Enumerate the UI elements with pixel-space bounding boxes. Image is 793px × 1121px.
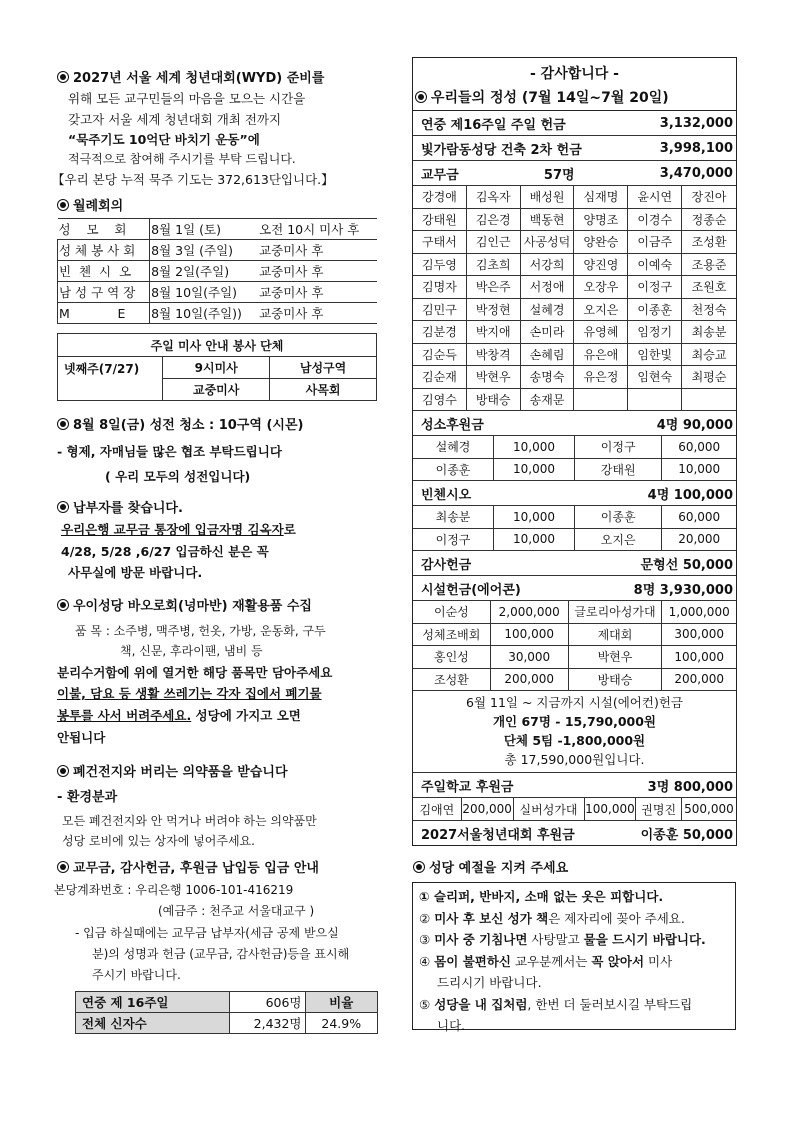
dues-donor-name: 김순재 xyxy=(413,366,467,389)
etiquette-item: ① 슬리퍼, 반바지, 소매 없는 옷은 피합니다. xyxy=(419,889,664,904)
stats-value: 2,432명 xyxy=(230,1013,306,1034)
aircon-detail-row xyxy=(413,601,736,624)
donor-name: 최송분 xyxy=(413,506,494,528)
monthly-cell: 오전 10시 미사 후 xyxy=(258,219,377,240)
donor-name: 이종훈 xyxy=(575,506,662,528)
dues-donor-name: 유영혜 xyxy=(574,321,628,344)
monthly-title xyxy=(57,195,123,214)
dues-donor-name: 양완승 xyxy=(574,231,628,254)
aircon-detail-row xyxy=(413,624,736,647)
payer-title xyxy=(57,497,183,516)
dues-donor-name: 방태승 xyxy=(467,389,521,412)
dues-donor-name: 조원호 xyxy=(682,276,736,299)
bullet-icon xyxy=(57,418,69,430)
dues-donor-name: 김옥자 xyxy=(467,186,521,209)
row-label: 연중 제16주일 주일 헌금 xyxy=(421,117,566,133)
donor-name: 성체조배회 xyxy=(413,624,491,646)
aircon-detail-row xyxy=(413,669,736,692)
stats-label: 비율 xyxy=(305,992,377,1013)
dues-donor-name: 송명숙 xyxy=(521,366,575,389)
recycle-line: 분리수거함에 위에 열거한 해당 품목만 담아주세요 xyxy=(57,665,333,680)
donor-name: 홍인성 xyxy=(413,646,491,668)
monthly-cell: 8월 3일 (주일) xyxy=(150,240,258,261)
donor-amount: 20,000 xyxy=(678,532,721,547)
row-amount: 3명 800,000 xyxy=(647,779,733,795)
dues-donor-name xyxy=(628,389,682,412)
donor-amount: 200,000 xyxy=(491,669,569,691)
item-emph: 몸이 불편하신 xyxy=(434,953,511,969)
etiquette-title xyxy=(413,857,568,876)
payer-line: 사무실에 방문 바랍니다. xyxy=(68,565,203,580)
recycle-title xyxy=(57,595,312,614)
donor-name: 박현우 xyxy=(569,646,663,668)
dues-donor-name: 정종순 xyxy=(682,209,736,232)
dues-donor-name: 이금주 xyxy=(628,231,682,254)
dues-donor-name: 손혜림 xyxy=(521,344,575,367)
dues-donor-name: 김순득 xyxy=(413,344,467,367)
deposit-title xyxy=(57,857,319,876)
monthly-title-text: 월례회의 xyxy=(73,199,124,214)
wyd-line: 갖고자 서울 세계 청년대회 개최 전까지 xyxy=(68,112,282,127)
dues-donor-name: 박창격 xyxy=(467,344,521,367)
vocation-detail-row xyxy=(413,436,736,459)
donor-amount: 500,000 xyxy=(684,802,734,816)
item-emph: 꼭 앉아서 xyxy=(591,953,645,969)
vincent-detail-row xyxy=(413,506,736,529)
dues-donor-name: 김명자 xyxy=(413,276,467,299)
donor-name: 김애연 xyxy=(413,798,462,820)
battery-line: 성당 로비에 있는 상자에 넣어주세요. xyxy=(62,834,255,848)
battery-title-text: 폐건전지와 버리는 의약품을 받습니다 xyxy=(73,765,288,780)
item-text: 은 제자리에 꽂아 주세요. xyxy=(548,910,685,926)
row-amount: 3,132,000 xyxy=(659,115,733,131)
etiquette-item xyxy=(419,951,735,973)
recycle-line: 품 목 : 소주병, 맥주병, 헌옷, 가방, 운동화, 구두 xyxy=(75,624,326,638)
bullet-icon xyxy=(57,861,69,873)
aircon-summary-line: 6월 11일 ~ 지금까지 시설(에어컨)헌금 xyxy=(466,695,683,710)
item-num: ② xyxy=(419,910,435,926)
item-emph: 물을 드시기 바랍니다. xyxy=(583,932,706,947)
service-cell: 남성구역 xyxy=(270,357,377,379)
item-text: , 한번 더 둘러보시길 부탁드립 xyxy=(527,996,693,1012)
etiquette-title-text: 성당 예절을 지켜 주세요 xyxy=(429,861,569,876)
wyd-line: 적극적으로 참여해 주시기를 부탁 드립니다. xyxy=(68,152,296,166)
aircon-summary-line: 개인 67명 - 15,790,000원 xyxy=(492,714,657,729)
dues-donor-name: 조성환 xyxy=(682,231,736,254)
row-count: 57명 xyxy=(543,167,575,183)
monthly-cell: 교중미사 후 xyxy=(258,303,377,324)
dues-donor-name: 박은주 xyxy=(467,276,521,299)
donor-amount: 10,000 xyxy=(494,459,575,481)
dues-donor-name: 박지애 xyxy=(467,321,521,344)
donor-amount: 100,000 xyxy=(585,798,637,820)
donor-name: 방태승 xyxy=(569,669,663,691)
sunday-offering-row xyxy=(413,111,736,136)
clean-title xyxy=(57,414,303,433)
wyd-support-row xyxy=(413,821,736,845)
item-num: ⑤ xyxy=(419,996,435,1012)
payer-title-text: 납부자를 찾습니다. xyxy=(73,501,183,516)
row-amount: 3,998,100 xyxy=(659,140,733,156)
aircon-summary-line: 단체 5팀 -1,800,000원 xyxy=(503,733,646,748)
donor-amount: 10,000 xyxy=(494,506,575,528)
wyd-line: 위해 모든 교구민들의 마음을 모으는 시간을 xyxy=(68,91,306,106)
dues-donor-name: 서강희 xyxy=(521,254,575,277)
donor-name: 권명진 xyxy=(636,798,682,820)
donor-name: 강태원 xyxy=(575,459,662,481)
thanks-panel xyxy=(412,57,737,846)
dues-donor-name: 구태서 xyxy=(413,231,467,254)
donor-amount: 60,000 xyxy=(678,509,721,524)
wyd-title-text: 2027년 서울 세계 청년대회(WYD) 준비를 xyxy=(73,71,325,86)
dues-donor-name: 김분경 xyxy=(413,321,467,344)
recycle-line-underlined: 봉투를 사서 버려주세요. xyxy=(57,708,192,723)
etiquette-item-cont: 드리시기 바랍니다. xyxy=(437,975,542,990)
row-label: 감사헌금 xyxy=(421,557,472,573)
deposit-line: - 입금 하실때에는 교무금 납부자(세금 공제 받으실 xyxy=(75,926,339,940)
donor-name: 오지은 xyxy=(575,529,662,551)
dues-donor-name: 백동현 xyxy=(521,209,575,232)
clean-line: - 형제, 자매님들 많은 협조 부탁드립니다 xyxy=(57,444,282,459)
dues-donor-name: 배성원 xyxy=(521,186,575,209)
recycle-line: 안됩니다 xyxy=(57,730,106,745)
donor-amount: 200,000 xyxy=(462,798,514,820)
dues-donor-name: 박정현 xyxy=(467,299,521,322)
dues-donor-name: 이경수 xyxy=(628,209,682,232)
building-offering-row xyxy=(413,136,736,161)
monthly-cell: 8월 10일(주일) xyxy=(150,282,258,303)
monthly-cell: 8월 2일(주일) xyxy=(150,261,258,282)
donor-amount: 10,000 xyxy=(678,462,721,477)
payer-account: 우리은행 교무금 통장에 입금자명 김옥자 xyxy=(61,522,284,537)
row-amount: 4명 90,000 xyxy=(656,417,733,433)
stats-label: 전체 신자수 xyxy=(76,1013,230,1034)
dues-donor-name: 양진영 xyxy=(574,254,628,277)
stats-value: 24.9% xyxy=(305,1013,377,1034)
dues-donor-name: 유은정 xyxy=(574,366,628,389)
thanks-subtitle xyxy=(413,83,736,111)
monthly-cell: 교중미사 후 xyxy=(258,240,377,261)
row-amount: 3,470,000 xyxy=(659,165,733,181)
dues-donor-name: 유은애 xyxy=(574,344,628,367)
aircon-row xyxy=(413,576,736,601)
service-cell: 교중미사 xyxy=(163,379,270,401)
dues-donor-name: 박현우 xyxy=(467,366,521,389)
item-num: ④ xyxy=(419,953,435,969)
item-emph: 성당을 내 집처럼 xyxy=(434,996,528,1012)
donor-amount: 2,000,000 xyxy=(491,601,569,623)
donor-amount: 10,000 xyxy=(494,436,575,458)
dues-donor-name xyxy=(682,389,736,412)
dues-donor-name: 임정기 xyxy=(628,321,682,344)
dues-donor-name: 손미라 xyxy=(521,321,575,344)
dues-donor-name: 강경애 xyxy=(413,186,467,209)
monthly-cell: 8월 1일 (토) xyxy=(150,219,258,240)
row-label: 교무금 xyxy=(421,167,459,183)
aircon-detail-row xyxy=(413,646,736,669)
dues-donor-name: 송재문 xyxy=(521,389,575,412)
dues-donor-name: 천정숙 xyxy=(682,299,736,322)
monthly-cell: 교중미사 후 xyxy=(258,261,377,282)
dues-donor-name: 최승교 xyxy=(682,344,736,367)
dues-donor-name: 최평순 xyxy=(682,366,736,389)
etiquette-item xyxy=(419,994,735,1016)
dues-donor-name: 김은경 xyxy=(467,209,521,232)
deposit-line: (예금주 : 천주교 서울대교구 ) xyxy=(158,904,315,918)
battery-line: 모든 폐건전지와 안 먹거나 버려야 하는 의약품만 xyxy=(62,814,317,828)
deposit-line: 본당계좌번호 : 우리은행 1006-101-416219 xyxy=(54,883,294,897)
dues-donor-name: 최송분 xyxy=(682,321,736,344)
row-amount: 4명 100,000 xyxy=(647,487,733,503)
wyd-line: “묵주기도 10억단 바치기 운동”에 xyxy=(68,132,260,147)
row-label: 빈첸시오 xyxy=(421,487,472,503)
dues-donor-name: 강태원 xyxy=(413,209,467,232)
clean-line: ( 우리 모두의 성전입니다) xyxy=(105,469,251,484)
etiquette-item xyxy=(419,908,735,930)
donor-name: 이정구 xyxy=(575,436,662,458)
recycle-title-text: 우이성당 바오로회(넝마반) 재활용품 수집 xyxy=(73,599,312,614)
stats-label: 연중 제 16주일 xyxy=(76,992,230,1013)
deposit-title-text: 교무금, 감사헌금, 후원금 납입등 입금 안내 xyxy=(73,861,319,876)
dues-donor-name: 사공성덕 xyxy=(521,231,575,254)
dues-donor-name: 김영수 xyxy=(413,389,467,412)
item-text: 사탕말고 xyxy=(527,932,584,947)
school-row xyxy=(413,773,736,798)
dues-donor-name: 심재명 xyxy=(574,186,628,209)
service-week: 넷째주(7/27) xyxy=(58,357,163,401)
monthly-cell: 성 모 회 xyxy=(58,219,150,240)
donor-name: 제대회 xyxy=(569,624,663,646)
bullet-icon xyxy=(413,861,425,873)
row-amount: 이종훈 50,000 xyxy=(640,827,733,843)
dues-donor-name: 오장우 xyxy=(574,276,628,299)
payer-line-end: 로 xyxy=(283,522,296,537)
recycle-line xyxy=(57,706,301,724)
dues-donor-name: 김인근 xyxy=(467,231,521,254)
deposit-line: 주시기 바랍니다. xyxy=(92,968,181,982)
service-header: 주일 미사 안내 봉사 단체 xyxy=(58,334,377,357)
donor-name: 이정구 xyxy=(413,529,494,551)
bullet-icon xyxy=(57,765,69,777)
donor-amount: 60,000 xyxy=(678,439,721,454)
monthly-cell: 성 체 봉 사 회 xyxy=(58,240,150,261)
vocation-detail-row xyxy=(413,459,736,482)
bullet-icon xyxy=(57,599,69,611)
stats-table xyxy=(75,991,378,1034)
stats-value: 606명 xyxy=(230,992,306,1013)
dues-donor-name: 장진아 xyxy=(682,186,736,209)
school-detail-row xyxy=(413,798,736,821)
dues-donor-name: 김초희 xyxy=(467,254,521,277)
etiquette-item-cont: 니다. xyxy=(437,1018,466,1033)
battery-sub: - 환경분과 xyxy=(57,790,118,805)
donor-name: 설혜경 xyxy=(413,436,494,458)
service-table xyxy=(57,333,377,401)
monthly-cell: 남 성 구 역 장 xyxy=(58,282,150,303)
dues-donor-name: 김민구 xyxy=(413,299,467,322)
bullet-icon xyxy=(57,199,69,211)
donor-name: 이종훈 xyxy=(413,459,494,481)
item-num: ③ xyxy=(419,932,435,947)
bullet-icon xyxy=(57,501,69,513)
donor-name: 실버성가대 xyxy=(514,798,585,820)
etiquette-item xyxy=(419,929,735,951)
donor-amount: 1,000,000 xyxy=(668,604,730,619)
dues-donor-name xyxy=(574,389,628,412)
row-amount: 8명 3,930,000 xyxy=(633,582,733,598)
rosary-count: 【우리 본당 누적 묵주 기도는 372,613단입니다.】 xyxy=(52,172,334,187)
wyd-title xyxy=(57,67,324,86)
donor-amount: 10,000 xyxy=(494,529,575,551)
dues-donor-name: 이종훈 xyxy=(628,299,682,322)
dues-donor-name: 임현숙 xyxy=(628,366,682,389)
service-cell: 사목회 xyxy=(270,379,377,401)
dues-row xyxy=(413,161,736,186)
aircon-summary xyxy=(413,691,736,773)
thanks-title: - 감사합니다 - xyxy=(530,66,619,82)
dues-donor-name: 윤시연 xyxy=(628,186,682,209)
row-amount: 문형선 50,000 xyxy=(640,557,733,573)
thanks-subtitle-text: 우리들의 정성 (7월 14일~7월 20일) xyxy=(431,89,669,106)
donor-amount: 200,000 xyxy=(674,672,724,687)
dues-donor-name: 이예숙 xyxy=(628,254,682,277)
vincent-detail-row xyxy=(413,529,736,552)
dues-donor-name: 조용준 xyxy=(682,254,736,277)
dues-donor-name: 김두영 xyxy=(413,254,467,277)
recycle-line-end: 성당에 가지고 오면 xyxy=(191,708,301,723)
dues-donor-name: 설혜경 xyxy=(521,299,575,322)
item-emph: 미사 후 보신 성가 책 xyxy=(434,910,549,926)
monthly-cell: M E xyxy=(58,303,150,324)
battery-title xyxy=(57,761,288,780)
clean-title-text: 8월 8일(금) 성전 청소 : 10구역 (시몬) xyxy=(73,418,304,433)
dues-name-grid xyxy=(413,186,736,411)
donor-amount: 30,000 xyxy=(491,646,569,668)
vocation-row xyxy=(413,411,736,436)
monthly-table xyxy=(57,218,377,324)
dues-donor-name: 서정애 xyxy=(521,276,575,299)
payer-line: 4/28, 5/28 ,6/27 입금하신 분은 꼭 xyxy=(61,544,269,559)
row-label: 성소후원금 xyxy=(421,417,484,433)
row-label: 2027서울청년대회 후원금 xyxy=(421,827,575,843)
gratitude-row xyxy=(413,551,736,576)
dues-donor-name: 양명조 xyxy=(574,209,628,232)
row-label: 시설헌금(에어콘) xyxy=(421,582,521,598)
item-text: 미사 xyxy=(644,953,673,969)
item-emph: 미사 중 기침나면 xyxy=(434,932,528,947)
donor-name: 글로리아성가대 xyxy=(569,601,663,623)
donor-name: 이순성 xyxy=(413,601,491,623)
recycle-line: 책, 신문, 후라이팬, 냄비 등 xyxy=(120,644,263,658)
bullet-icon xyxy=(57,71,69,83)
payer-line xyxy=(61,520,296,538)
donor-amount: 300,000 xyxy=(674,627,724,642)
monthly-cell: 빈 첸 시 오 xyxy=(58,261,150,282)
donor-amount: 100,000 xyxy=(491,624,569,646)
donor-amount: 100,000 xyxy=(674,649,724,664)
monthly-cell: 8월 10일(주일)) xyxy=(150,303,258,324)
item-text: 교우분께서는 xyxy=(511,953,592,969)
bullet-icon xyxy=(415,91,427,103)
dues-donor-name: 이정구 xyxy=(628,276,682,299)
row-label: 빛가람동성당 건축 2차 헌금 xyxy=(421,142,582,158)
dues-donor-name: 임한빛 xyxy=(628,344,682,367)
row-label: 주일학교 후원금 xyxy=(421,779,514,795)
monthly-cell: 교중미사 후 xyxy=(258,282,377,303)
service-cell: 9시미사 xyxy=(163,357,270,379)
aircon-summary-line: 총 17,590,000원입니다. xyxy=(504,752,645,767)
donor-name: 조성환 xyxy=(413,669,491,691)
vincent-row xyxy=(413,481,736,506)
dues-donor-name: 오지은 xyxy=(574,299,628,322)
deposit-line: 분)의 성명과 헌금 (교무금, 감사헌금)등을 표시해 xyxy=(92,947,350,961)
recycle-line: 이불, 담요 등 생활 쓰레기는 각자 집에서 폐기물 xyxy=(57,686,322,701)
etiquette-box xyxy=(412,882,736,1033)
